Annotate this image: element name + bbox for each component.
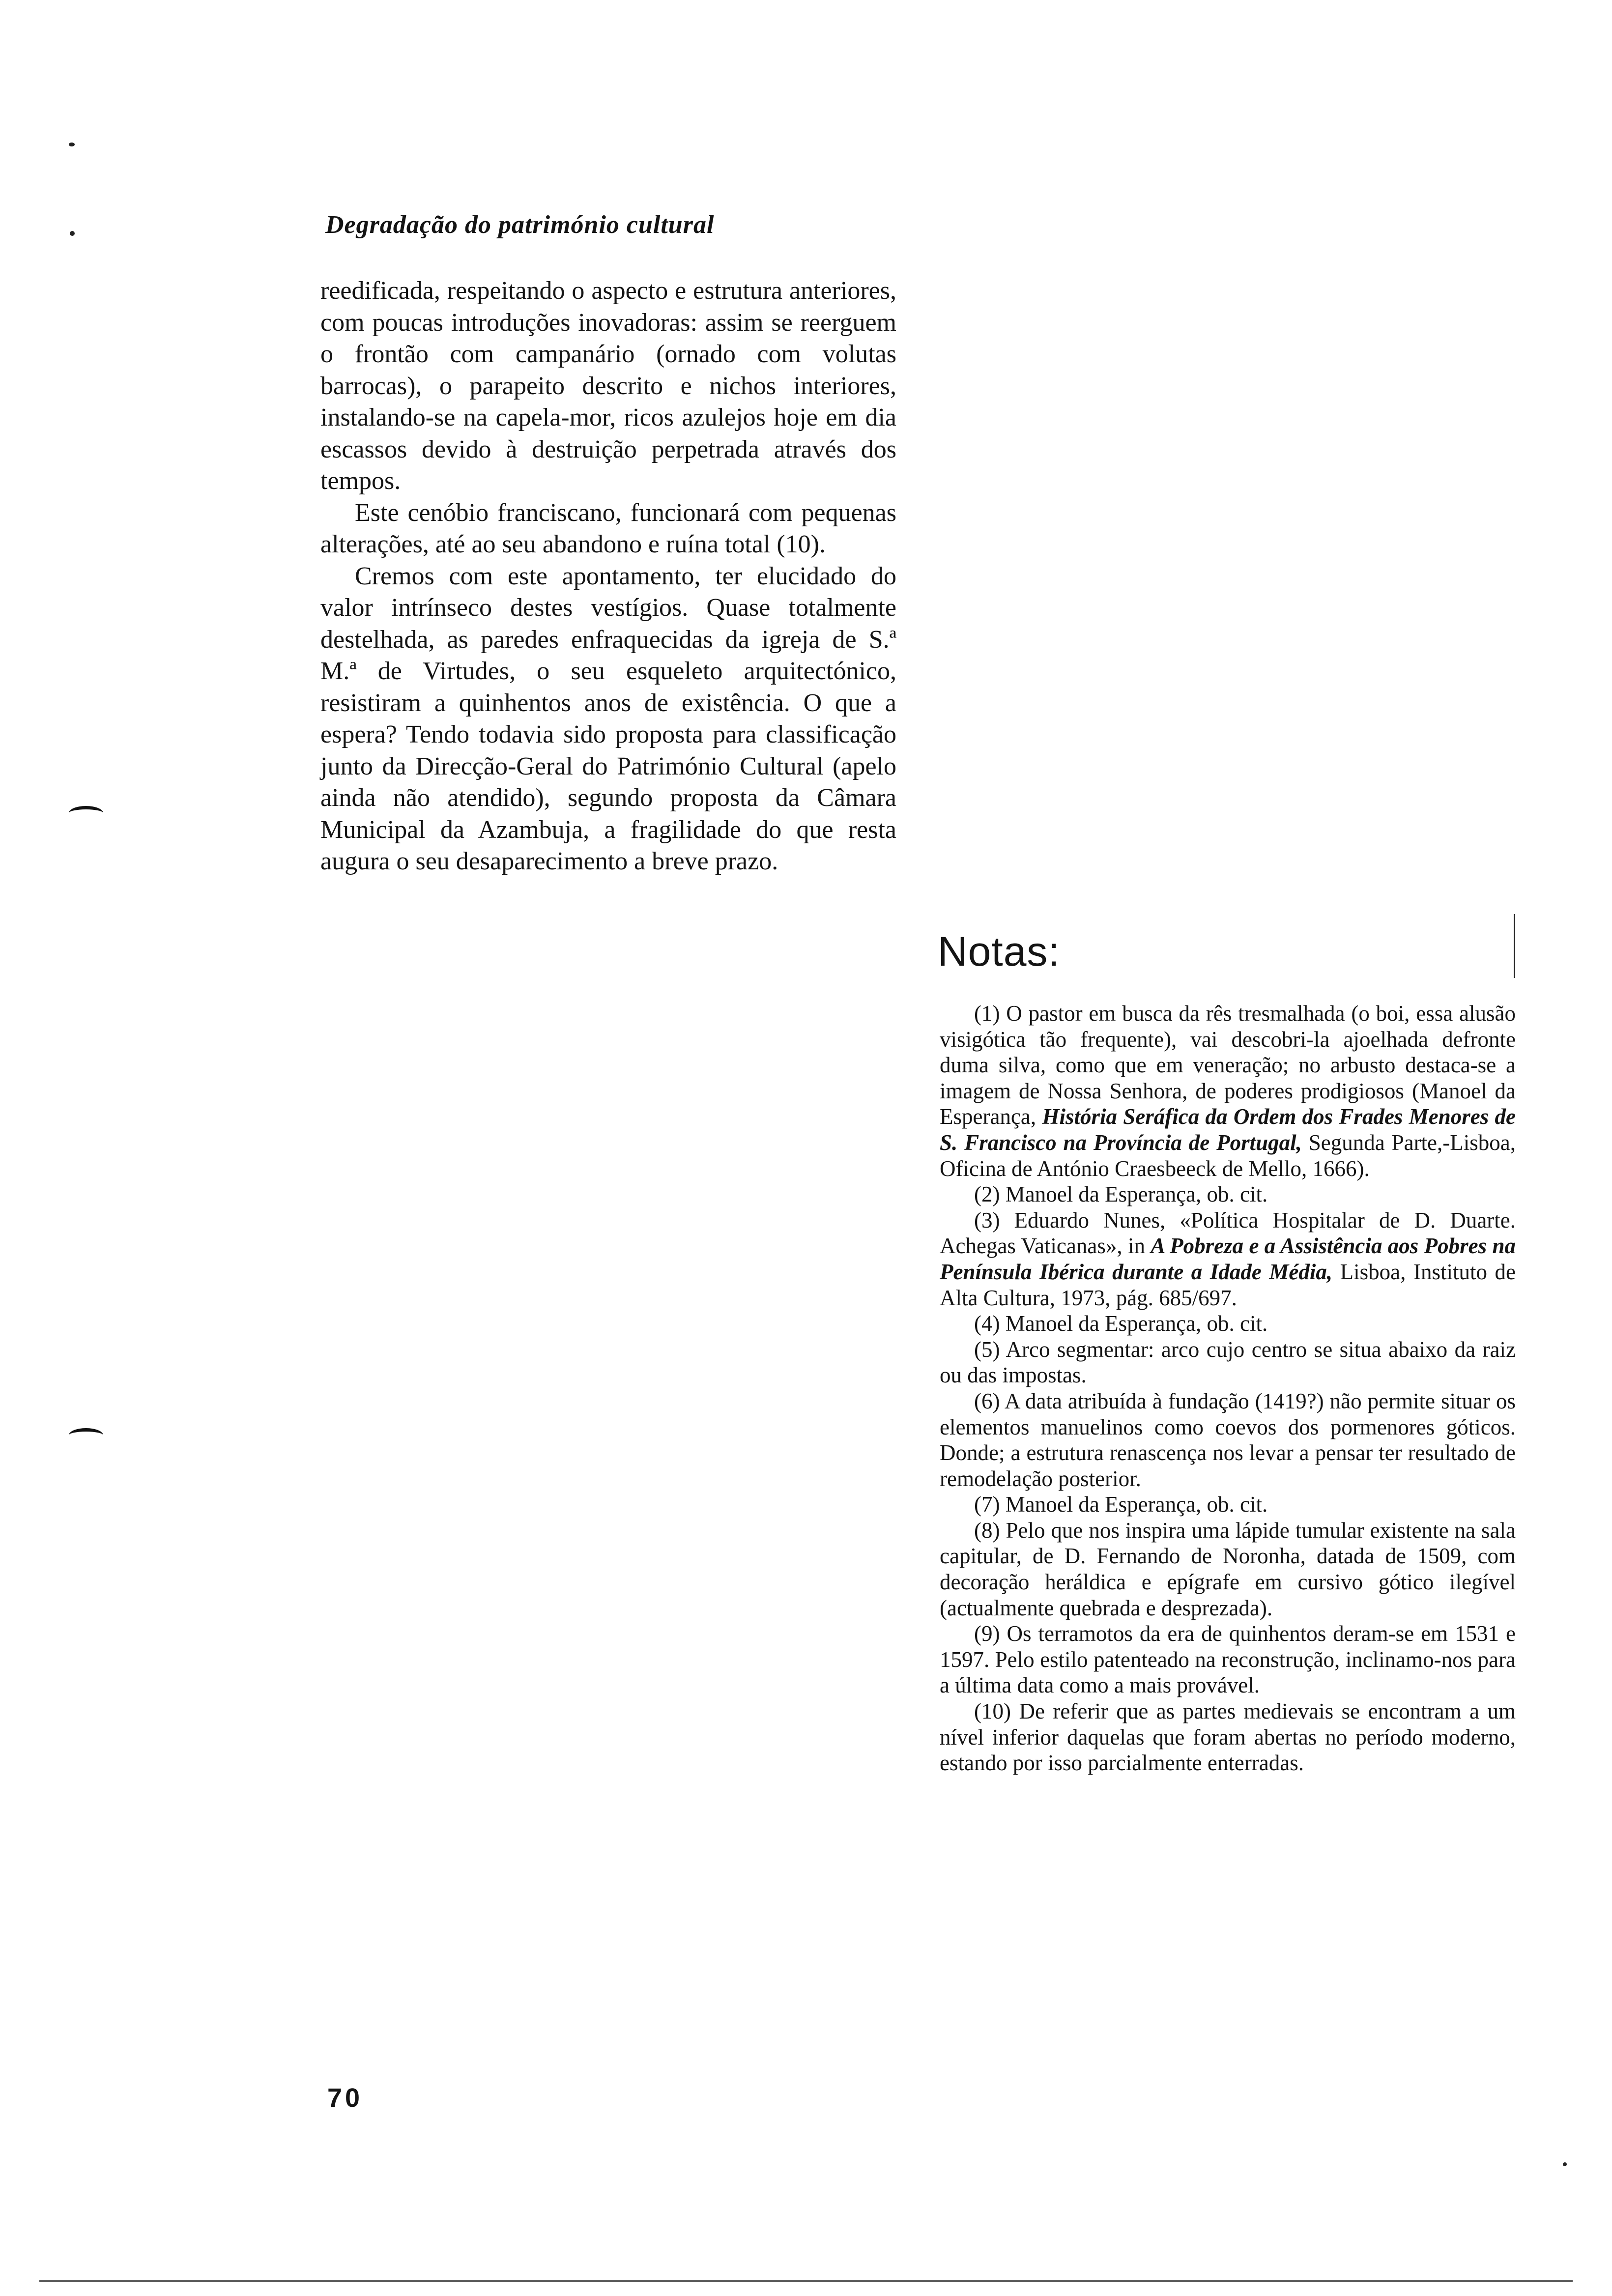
note-1	[940, 1001, 1516, 1181]
note-3	[940, 1207, 1516, 1311]
note-10: (10) De referir que as partes medievais se encontram a um nível inferior daquelas que foram abertas no período moderno, estando por isso parcialmente enterradas.	[940, 1699, 1516, 1776]
punch-hole-mark	[69, 806, 103, 820]
note-3-book-title: A Pobreza e a Assistência aos Pobres na Península Ibérica durante a Idade Média,	[940, 1234, 1516, 1284]
note-3-text: (3) Eduardo Nunes, «Política Hospitalar de D. Duarte. Achegas Vaticanas», in	[940, 1207, 1516, 1259]
note-1-text: (1) O pastor em busca da rês tresmalhada (o boi, essa alusão visigótica tão frequente), vai descobri-la ajoelhada defronte duma silva, como que em veneração; no arbusto destaca-se a imagem de Nossa Senhora, de poderes prodigiosos (Manoel da Esperança,	[940, 1001, 1516, 1129]
note-1-book-title: História Seráfica da Ordem dos Frades Menores de S. Francisco na Província de Portugal,	[940, 1104, 1516, 1155]
note-2: (2) Manoel da Esperança, ob. cit.	[974, 1182, 1268, 1207]
body-paragraph: Este cenóbio franciscano, funcionará com pequenas alterações, até ao seu abandono e ruína total (10).	[320, 498, 896, 558]
scan-edge-line	[1514, 914, 1515, 978]
notes-list	[940, 1001, 1516, 1776]
body-paragraph: reedificada, respeitando o aspecto e estrutura anteriores, com poucas introduções inovadoras: assim se reerguem o frontão com campanário (ornado com volutas barrocas), o parapeito descrito e nichos interiores, instalando-se na capela-mor, ricos azulejos hoje em dia escassos devido à destruição perpetrada através dos tempos.	[320, 277, 896, 495]
scan-bottom-edge	[39, 2280, 1573, 2282]
note-3-text-end: Lisboa, Instituto de Alta Cultura, 1973, pág. 685/697.	[940, 1259, 1516, 1310]
note-7: (7) Manoel da Esperança, ob. cit.	[974, 1492, 1268, 1517]
note-5: (5) Arco segmentar: arco cujo centro se situa abaixo da raiz ou das impostas.	[940, 1337, 1516, 1388]
notes-heading: Notas:	[938, 928, 1060, 975]
note-6: (6) A data atribuída à fundação (1419?) não permite situar os elementos manuelinos como coevos dos pormenores góticos. Donde; a estrutura renascença nos levar a pensar ter resultado de remodelação posterior.	[940, 1388, 1516, 1491]
scan-speck	[1563, 2162, 1567, 2166]
body-paragraph: Cremos com este apontamento, ter elucidado do valor intrínseco destes vestígios. Quase totalmente destelhada, as paredes enfraquecidas da igreja de S.ª M.ª de Virtudes, o seu esqueleto arquitectónico, resistiram a quinhentos anos de existência. O que a espera? Tendo todavia sido proposta para classificação junto da Direcção-Geral do Património Cultural (apelo ainda não atendido), segundo proposta da Câmara Municipal da Azambuja, a fragilidade do que resta augura o seu desaparecimento a breve prazo.	[320, 562, 896, 875]
note-1-text-end: Segunda Parte,-Lisboa, Oficina de António Craesbeeck de Mello, 1666).	[940, 1130, 1516, 1181]
note-4: (4) Manoel da Esperança, ob. cit.	[974, 1311, 1268, 1336]
body-text	[320, 275, 896, 878]
punch-hole-mark	[69, 1428, 103, 1442]
note-8: (8) Pelo que nos inspira uma lápide tumular existente na sala capitular, de D. Fernando de Noronha, datada de 1509, com decoração heráldica e epígrafe em cursivo gótico ilegível (actualmente quebrada e desprezada).	[940, 1518, 1516, 1620]
scan-speck	[69, 143, 75, 146]
page-number: 70	[327, 2083, 363, 2113]
running-title: Degradação do património cultural	[325, 211, 715, 239]
scan-speck	[70, 231, 75, 236]
note-9: (9) Os terramotos da era de quinhentos deram-se em 1531 e 1597. Pelo estilo patenteado na reconstrução, inclinamo-nos para a última data como a mais provável.	[940, 1621, 1516, 1698]
